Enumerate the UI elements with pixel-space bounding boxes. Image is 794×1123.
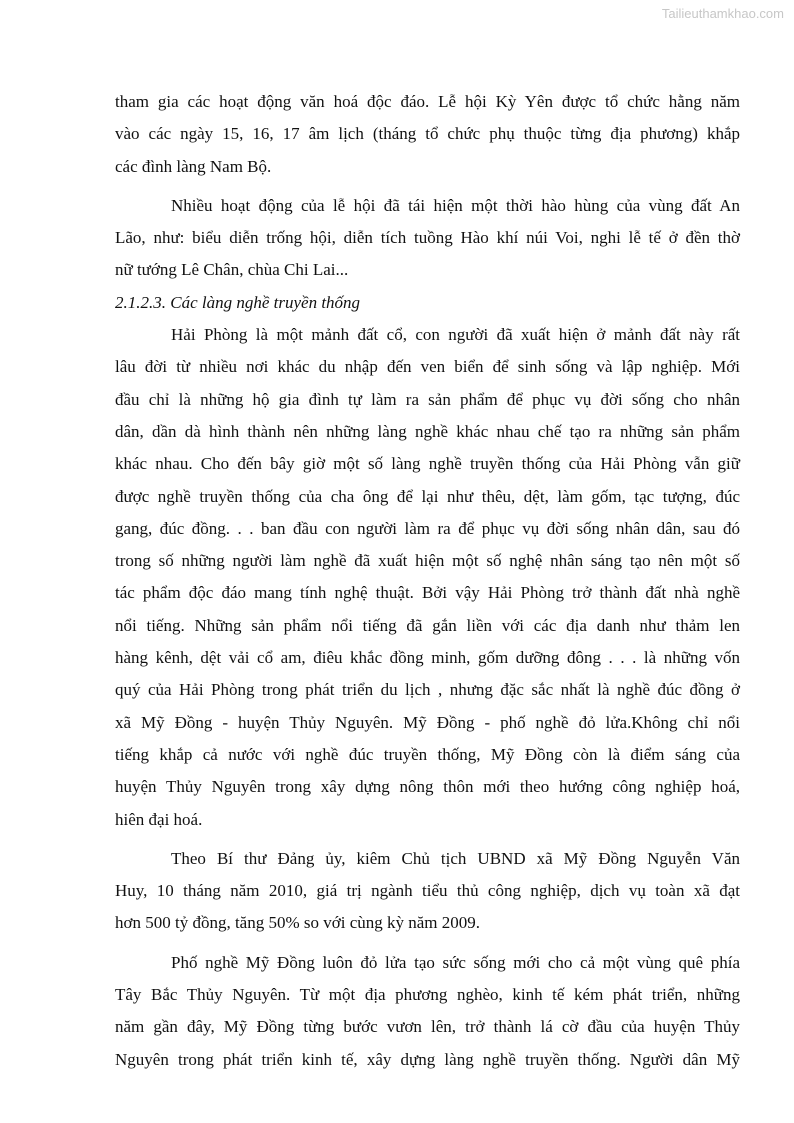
text-line: hơn 500 tỷ đồng, tăng 50% so với cùng kỳ năm 2009. [115, 913, 481, 933]
text-line: Nhiều hoạt động của lễ hội đã tái hiện một thời hào hùng của vùng đất An [171, 195, 740, 215]
text-line: tác phẩm độc đáo mang tính nghệ thuật. Bởi vậy Hải Phòng trở thành đất nhà nghề [115, 583, 740, 603]
text-line: hiên đại hoá. [115, 809, 203, 829]
text-line: vào các ngày 15, 16, 17 âm lịch (tháng tổ chức phụ thuộc từng địa phương) khắp [115, 124, 740, 144]
text-line: Tây Bắc Thủy Nguyên. Từ một địa phương nghèo, kinh tế kém phát triển, những [115, 985, 740, 1005]
text-line: quý của Hải Phòng trong phát triển du lịch , nhưng đặc sắc nhất là nghề đúc đồng ở [115, 680, 740, 700]
text-line: được nghề truyền thống của cha ông để lại như thêu, dệt, làm gốm, tạc tượng, đúc [115, 486, 740, 506]
text-line: tiếng khắp cả nước với nghề đúc truyền thống, Mỹ Đồng còn là điểm sáng của [115, 744, 740, 764]
paragraph-ky-yen-festival [115, 86, 740, 183]
paragraph-traditional-crafts [115, 319, 740, 836]
text-line: tham gia các hoạt động văn hoá độc đáo. Lễ hội Kỳ Yên được tổ chức hằng năm [115, 92, 740, 111]
text-line: Phố nghề Mỹ Đồng luôn đỏ lửa tạo sức sống mới cho cả một vùng quê phía [171, 952, 740, 972]
text-line: Hải Phòng là một mảnh đất cổ, con người đã xuất hiện ở mảnh đất này rất [171, 325, 740, 345]
paragraph-my-dong-street [115, 947, 740, 1076]
text-line: trong số những người làm nghề đã xuất hiện một số nghệ nhân sáng tạo nên một số [115, 551, 740, 571]
text-line: các đình làng Nam Bộ. [115, 156, 272, 176]
text-line: nữ tướng Lê Chân, chùa Chi Lai... [115, 260, 349, 280]
text-line: hàng kênh, dệt vải cổ am, điêu khắc đồng minh, gốm dưỡng đông . . . là những vốn [115, 648, 740, 668]
text-line: Huy, 10 tháng năm 2010, giá trị ngành tiểu thủ công nghiệp, dịch vụ toàn xã đạt [115, 881, 740, 901]
text-line: Theo Bí thư Đảng ủy, kiêm Chủ tịch UBND xã Mỹ Đồng Nguyễn Văn [171, 848, 740, 868]
text-line: Lão, như: biểu diễn trống hội, diễn tích tuồng Hào khí núi Voi, nghi lễ tế ở đền thờ [115, 228, 740, 248]
text-line: khác nhau. Cho đến bây giờ một số làng nghề truyền thống của Hải Phòng vẫn giữ [115, 454, 740, 474]
section-heading: 2.1.2.3. Các làng nghề truyền thống [115, 292, 361, 312]
text-line: xã Mỹ Đồng - huyện Thủy Nguyên. Mỹ Đồng - phố nghề đỏ lửa.Không chỉ nổi [115, 712, 740, 732]
text-line: Nguyên trong phát triển kinh tế, xây dựng làng nghề truyền thống. Người dân Mỹ [115, 1049, 740, 1069]
text-line: nổi tiếng. Những sản phẩm nổi tiếng đã gắn liền với các địa danh như thảm len [115, 615, 740, 635]
document-page [115, 86, 740, 1076]
watermark: Tailieuthamkhao.com [661, 6, 784, 21]
text-line: đầu chỉ là những hộ gia đình tự làm ra sản phẩm để phục vụ đời sống cho nhân [115, 389, 740, 409]
text-line: huyện Thủy Nguyên trong xây dựng nông thôn mới theo hướng công nghiệp hoá, [115, 777, 740, 797]
paragraph-party-secretary-quote [115, 843, 740, 940]
text-line: gang, đúc đồng. . . ban đầu con người làm ra để phục vụ đời sống nhân dân, sau đó [115, 518, 740, 538]
text-line: dân, dần dà hình thành nên những làng nghề khác nhau chế tạo ra những sản phẩm [115, 421, 740, 441]
paragraph-an-lao-festival [115, 190, 740, 287]
text-line: lâu đời từ nhiều nơi khác du nhập đến ven biển để sinh sống và lập nghiệp. Mới [115, 357, 740, 377]
text-line: năm gần đây, Mỹ Đồng từng bước vươn lên, trở thành lá cờ đầu của huyện Thủy [115, 1017, 740, 1037]
